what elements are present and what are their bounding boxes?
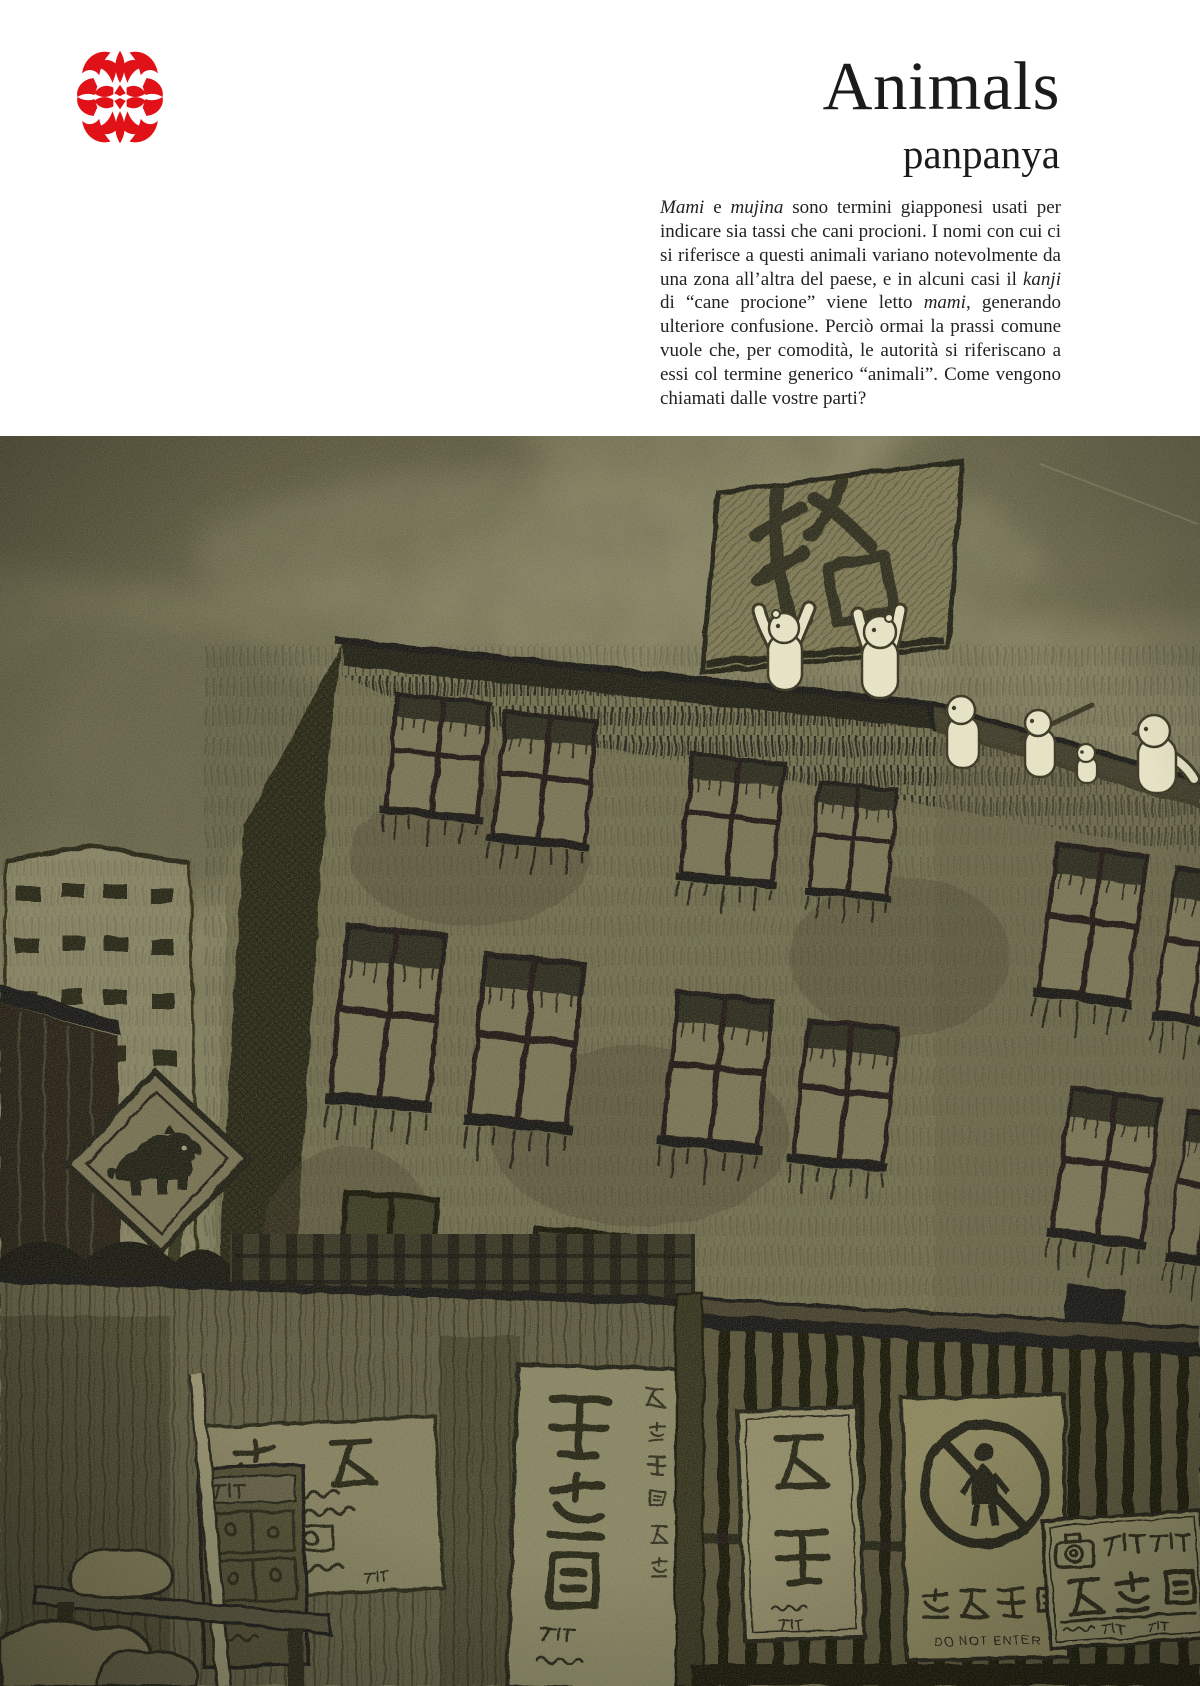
intro-run: , generando ulteriore confusione. Perciò ormai la prassi comune vuole che, per comodità, le autorità si riferiscano a essi col termine generico “animali”. Come vengono chiamati dalle vostre parti?	[660, 292, 1061, 409]
publisher-logo	[72, 46, 168, 150]
intro-run: mami	[923, 292, 966, 314]
cover-illustration	[0, 436, 1200, 1686]
intro-run: di “cane procione” viene letto	[660, 292, 924, 314]
publisher-ornament-icon	[72, 46, 168, 150]
intro-run: e	[704, 197, 731, 218]
intro-run: sono termini giapponesi usati per indicare sia tassi che cani procioni. I nomi con cui ci si riferisce a questi animali variano notevolmente da una zona all’altra del paese, e in alcuni casi il	[660, 197, 1062, 290]
intro-paragraph	[660, 196, 1061, 411]
book-title: Animals	[822, 48, 1060, 124]
intro-run: Mami	[660, 197, 705, 218]
intro-run: mujina	[730, 197, 784, 218]
author-name: panpanya	[902, 131, 1060, 177]
illustration-canvas	[0, 436, 1200, 1686]
intro-run: kanji	[1023, 268, 1061, 290]
vignette	[0, 436, 1200, 1686]
